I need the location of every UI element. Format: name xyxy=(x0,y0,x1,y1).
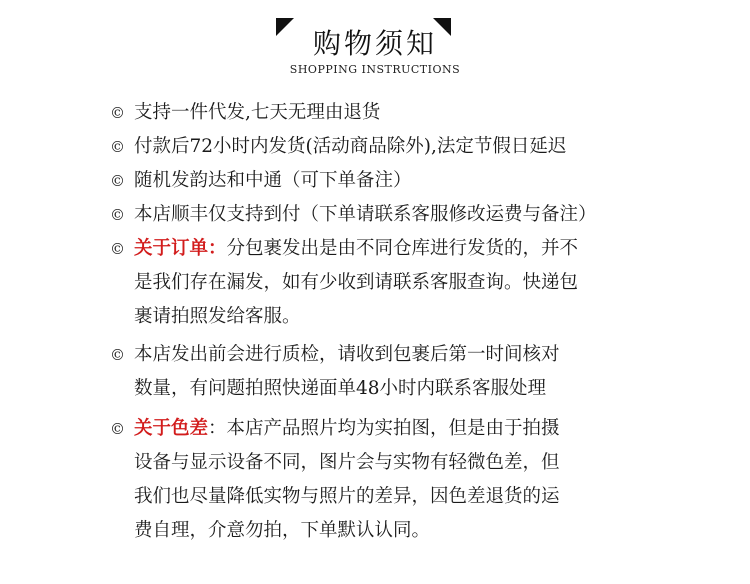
list-item xyxy=(110,198,710,232)
item-text: 我们也尽量降低实物与照片的差异，因色差退货的运 xyxy=(134,486,560,507)
order-note-heading: 关于订单： xyxy=(134,238,227,259)
item-text: 数量，有问题拍照快递面单48小时内联系客服处理 xyxy=(134,378,547,399)
item-text-line xyxy=(134,412,710,446)
item-text: 随机发韵达和中通（可下单备注） xyxy=(134,170,412,191)
item-text-line xyxy=(134,232,710,266)
item-text: 分包裹发出是由不同仓库进行发货的，并不 xyxy=(226,238,579,259)
item-text: 本店顺丰仅支持到付（下单请联系客服修改运费与备注） xyxy=(134,204,597,225)
instruction-list xyxy=(110,96,710,548)
page-title: 购物须知 xyxy=(312,27,437,60)
item-text: 裹请拍照发给客服。 xyxy=(134,306,301,327)
color-note-heading: 关于色差 xyxy=(134,418,209,439)
copyright-bullet-icon: © xyxy=(110,172,125,190)
item-text: 设备与显示设备不同，图片会与实物有轻微色差，但 xyxy=(134,452,560,473)
copyright-bullet-icon: © xyxy=(110,104,125,122)
page-subtitle: SHOPPING INSTRUCTIONS xyxy=(289,63,461,76)
copyright-bullet-icon: © xyxy=(110,346,125,364)
list-item-color-note xyxy=(110,412,710,548)
item-text: 付款后72小时内发货(活动商品除外),法定节假日延迟 xyxy=(134,136,567,157)
copyright-bullet-icon: © xyxy=(110,138,125,156)
list-item-order-note xyxy=(110,232,710,334)
list-item xyxy=(110,164,710,198)
item-text: 是我们存在漏发，如有少收到请联系客服查询。快递包 xyxy=(134,272,579,293)
item-text: 本店发出前会进行质检，请收到包裹后第一时间核对 xyxy=(134,344,560,365)
list-item xyxy=(110,96,710,130)
list-item xyxy=(110,130,710,164)
item-text: 费自理，介意勿拍，下单默认认同。 xyxy=(134,520,431,541)
list-item xyxy=(110,338,710,406)
copyright-bullet-icon: © xyxy=(110,206,125,224)
copyright-bullet-icon: © xyxy=(110,240,125,258)
item-text: ：本店产品照片均为实拍图，但是由于拍摄 xyxy=(208,418,560,439)
header xyxy=(0,0,750,90)
item-text: 支持一件代发,七天无理由退货 xyxy=(134,102,381,123)
copyright-bullet-icon: © xyxy=(110,420,125,438)
